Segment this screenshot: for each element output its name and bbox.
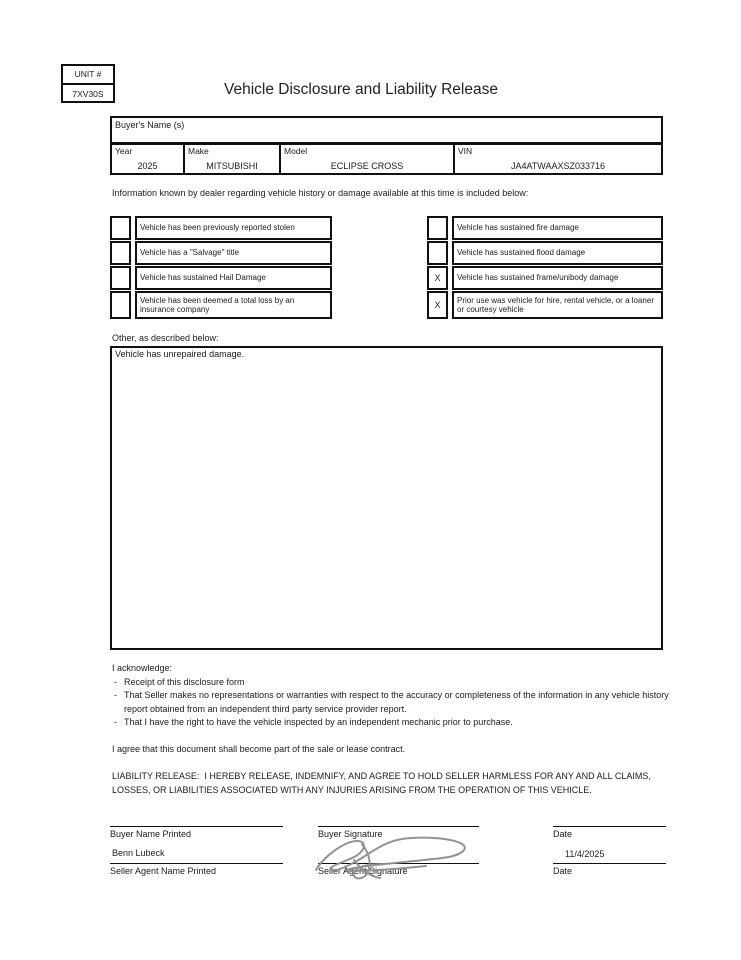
seller-agent-name-printed-label: Seller Agent Name Printed <box>110 866 217 876</box>
make-value: MITSUBISHI <box>206 161 258 171</box>
checkbox-total-loss[interactable] <box>110 291 131 319</box>
make-cell[interactable] <box>185 145 281 173</box>
other-description-label: Other, as described below: <box>112 333 219 343</box>
other-description-value: Vehicle has unrepaired damage. <box>115 349 245 359</box>
vehicle-info-table <box>110 116 663 175</box>
vin-label: VIN <box>458 146 473 156</box>
buyer-signature-label: Buyer Signature <box>318 829 383 839</box>
page-title: Vehicle Disclosure and Liability Release <box>224 81 498 98</box>
buyer-name-field[interactable] <box>110 116 663 145</box>
unit-number-label: UNIT # <box>63 66 113 85</box>
model-cell[interactable] <box>281 145 455 173</box>
checkbox-stolen-label: Vehicle has been previously reported stolen <box>135 216 332 240</box>
agreement-statement: I agree that this document shall become part of the sale or lease contract. <box>112 743 406 754</box>
buyer-name-signature-line[interactable] <box>110 826 283 827</box>
checkbox-frame-damage[interactable]: X <box>427 266 448 290</box>
model-value: ECLIPSE CROSS <box>330 161 404 171</box>
checkbox-salvage-title[interactable] <box>110 241 131 265</box>
acknowledge-item <box>112 689 674 716</box>
disclosure-checklist-left <box>110 216 332 320</box>
checkbox-frame-damage-label: Vehicle has sustained frame/unibody damage <box>452 266 663 290</box>
acknowledge-heading: I acknowledge: <box>112 663 173 673</box>
checkbox-hail-damage-label: Vehicle has sustained Hail Damage <box>135 266 332 290</box>
checkbox-flood-damage[interactable] <box>427 241 448 265</box>
buyer-date-line[interactable] <box>553 826 666 827</box>
other-description-field[interactable] <box>110 346 663 650</box>
buyer-date-label: Date <box>553 829 573 839</box>
vehicle-attributes-row <box>110 145 663 175</box>
bullet-dash: - <box>114 690 117 700</box>
buyer-name-label: Buyer's Name (s) <box>115 120 185 130</box>
checklist-row <box>427 291 663 319</box>
disclosure-intro-text: Information known by dealer regarding vehicle history or damage available at this time is included below: <box>112 188 529 198</box>
year-label: Year <box>115 146 133 156</box>
checklist-row <box>427 266 663 290</box>
year-value: 2025 <box>137 161 158 171</box>
seller-agent-signature-label: Seller Agent Signature <box>318 866 408 876</box>
checkbox-hail-damage[interactable] <box>110 266 131 290</box>
checklist-row <box>110 266 332 290</box>
make-label: Make <box>188 146 209 156</box>
checkbox-flood-damage-label: Vehicle has sustained flood damage <box>452 241 663 265</box>
handwritten-signature-icon <box>310 832 488 882</box>
checklist-row <box>427 241 663 265</box>
checkbox-fire-damage-label: Vehicle has sustained fire damage <box>452 216 663 240</box>
disclosure-checklist-right <box>427 216 663 320</box>
checklist-row <box>427 216 663 240</box>
checkbox-stolen[interactable] <box>110 216 131 240</box>
unit-number-value[interactable]: 7XV30S <box>72 88 104 99</box>
seller-date-line[interactable] <box>553 863 666 864</box>
seller-date-value[interactable]: 11/4/2025 <box>565 849 605 859</box>
checkbox-fire-damage[interactable] <box>427 216 448 240</box>
acknowledge-item-text: That Seller makes no representations or warranties with respect to the accuracy or completeness of the information in any vehicle history report obtained from an independent third party service provider report. <box>124 690 669 714</box>
year-cell[interactable] <box>112 145 185 173</box>
checkbox-total-loss-label: Vehicle has been deemed a total loss by an insurance company <box>135 291 332 319</box>
acknowledge-item <box>112 716 674 730</box>
seller-name-signature-line[interactable] <box>110 863 283 864</box>
buyer-name-printed-label: Buyer Name Printed <box>110 829 192 839</box>
seller-agent-name-value[interactable]: Benn Lubeck <box>112 848 165 858</box>
seller-date-label: Date <box>553 866 573 876</box>
vin-value: JA4ATWAAXSZ033716 <box>510 161 606 171</box>
checkbox-salvage-title-label: Vehicle has a "Salvage" title <box>135 241 332 265</box>
acknowledgment-section <box>112 662 674 797</box>
vin-cell[interactable] <box>455 145 661 173</box>
checklist-row <box>110 241 332 265</box>
acknowledge-item-text: Receipt of this disclosure form <box>124 676 245 687</box>
acknowledge-item-text: That I have the right to have the vehicle inspected by an independent mechanic prior to purchase. <box>124 717 513 727</box>
bullet-dash: - <box>114 676 117 687</box>
buyer-signature-line[interactable] <box>318 826 479 827</box>
acknowledge-item <box>112 676 674 690</box>
checkbox-prior-hire[interactable]: X <box>427 291 448 319</box>
checklist-row <box>110 216 332 240</box>
bullet-dash: - <box>114 717 117 727</box>
liability-release-text: LIABILITY RELEASE: I HEREBY RELEASE, INDEMNIFY, AND AGREE TO HOLD SELLER HARMLESS FOR ANY AND ALL CLAIMS, LOSSES, OR LIABILITIES ASSOCIATED WITH ANY INJURIES ARISING FROM THE OPERATION OF THIS VEHICLE. <box>112 771 654 795</box>
checklist-row <box>110 291 332 319</box>
checkbox-prior-hire-label: Prior use was vehicle for hire, rental vehicle, or a loaner or courtesy vehicle <box>452 291 663 319</box>
model-label: Model <box>284 146 308 156</box>
